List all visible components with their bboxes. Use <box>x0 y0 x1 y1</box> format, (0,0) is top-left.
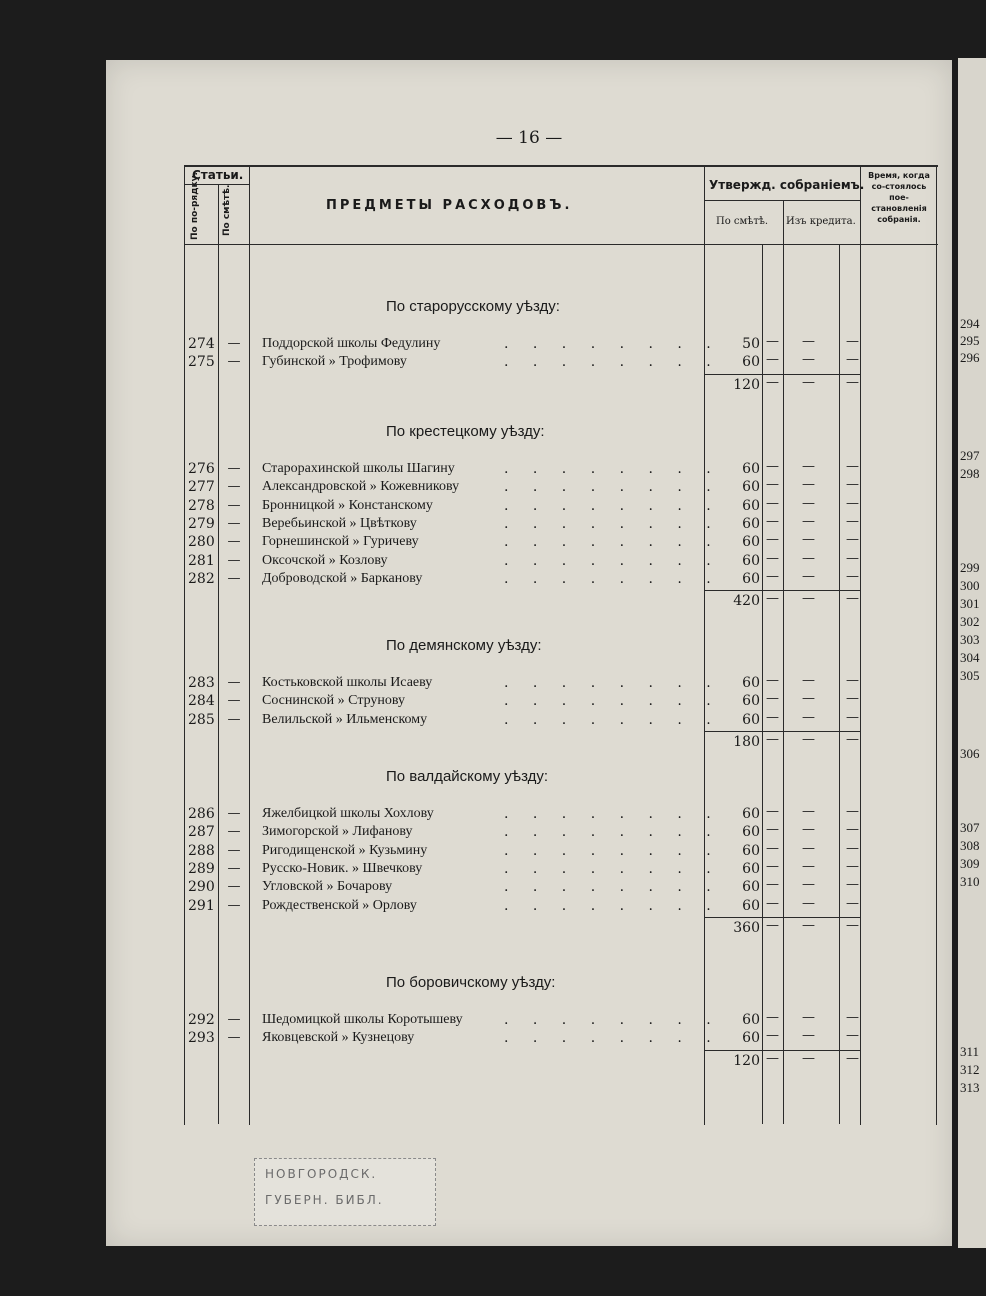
row-amount: 60 <box>742 693 760 710</box>
row-number: 278 <box>188 497 215 514</box>
total-dash-credit: — <box>802 374 815 390</box>
row-dash-credit: — <box>802 513 815 529</box>
adjacent-page-number: 313 <box>960 1080 980 1095</box>
total-dash-kop: — <box>766 1050 779 1066</box>
total-dash-credit: — <box>802 591 815 607</box>
row-dash: — <box>227 534 241 550</box>
row-dash: — <box>227 515 241 531</box>
row-dash: — <box>227 479 241 495</box>
row-dash-kop: — <box>766 550 779 566</box>
row-name: Велильской » Ильменскому <box>262 711 428 727</box>
row-leader-dots: . . . . . . . . <box>504 675 721 691</box>
header-divider-right <box>704 200 860 201</box>
row-amount: 60 <box>742 552 760 569</box>
row-dash-credit-kop: — <box>846 352 859 368</box>
row-leader-dots: . . . . . . . . <box>504 806 721 822</box>
header-po-smete-col: По смѣтѣ. <box>716 216 769 227</box>
row-number: 282 <box>188 570 215 587</box>
row-number: 281 <box>188 552 215 569</box>
total-dash-credit-kop: — <box>846 374 859 390</box>
row-dash-kop: — <box>766 495 779 511</box>
row-dash: — <box>227 806 241 821</box>
row-dash-credit: — <box>802 858 815 874</box>
row-dash: — <box>227 552 241 568</box>
row-dash: — <box>227 824 241 840</box>
row-dash: — <box>227 711 241 727</box>
row-name: Яжелбицкой школы Хохлову <box>262 806 434 821</box>
row-leader-dots: . . . . . . . . <box>504 897 721 914</box>
total-dash-credit-kop: — <box>846 731 859 747</box>
row-name: Угловской » Бочарову <box>262 879 393 895</box>
row-dash: — <box>227 1030 241 1046</box>
row-dash-credit: — <box>802 352 815 368</box>
row-leader-dots: . . . . . . . . <box>504 497 721 514</box>
row-dash-kop: — <box>766 477 779 493</box>
col-border-6 <box>783 200 784 1124</box>
row-dash: — <box>227 570 241 586</box>
row-leader-dots: . . . . . . . . <box>504 1012 721 1028</box>
row-number: 283 <box>188 675 215 691</box>
row-name: Старорахинской школы Шагину <box>262 461 455 476</box>
table-top-border <box>184 165 938 167</box>
row-dash-credit: — <box>802 691 815 707</box>
row-number: 293 <box>188 1030 215 1047</box>
adjacent-page-number: 306 <box>960 746 980 761</box>
row-dash-credit-kop: — <box>846 895 859 911</box>
row-number: 292 <box>188 1012 215 1028</box>
row-dash-credit: — <box>802 822 815 838</box>
row-leader-dots: . . . . . . . . <box>504 515 721 532</box>
row-dash-credit: — <box>802 895 815 911</box>
row-name: Горнешинской » Гуричеву <box>262 534 419 550</box>
row-name: Костьковской школы Исаеву <box>262 675 433 690</box>
row-name: Русско-Новик. » Швечкову <box>262 860 423 876</box>
row-dash-credit: — <box>802 804 815 819</box>
row-number: 286 <box>188 806 215 822</box>
col-border-2 <box>218 184 219 1124</box>
row-dash-credit-kop: — <box>846 822 859 838</box>
adjacent-page-number: 308 <box>960 838 980 853</box>
row-number: 291 <box>188 897 215 914</box>
adjacent-page-number: 302 <box>960 614 980 629</box>
total-dash-credit-kop: — <box>846 917 859 933</box>
total-dash-kop: — <box>766 731 779 747</box>
row-amount: 60 <box>742 860 760 877</box>
row-name: Рождественской » Орлову <box>262 897 417 913</box>
row-dash: — <box>227 336 241 351</box>
adjacent-page-number: 305 <box>960 668 980 683</box>
adjacent-page-number: 303 <box>960 632 980 647</box>
header-po-poryadku: По по-рядку. <box>190 172 200 240</box>
row-dash-kop: — <box>766 1010 779 1025</box>
adjacent-page-number: 304 <box>960 650 980 665</box>
row-dash-credit: — <box>802 459 815 474</box>
row-amount: 60 <box>742 534 760 551</box>
header-statji: Статьи. <box>192 168 244 182</box>
row-number: 279 <box>188 515 215 532</box>
stamp-line-2: ГУБЕРН. БИБЛ. <box>265 1193 384 1207</box>
section-total: 420 <box>733 593 760 610</box>
header-utverzhd: Утвержд. собраніемъ. <box>709 178 865 192</box>
row-dash-credit: — <box>802 550 815 566</box>
row-dash-credit-kop: — <box>846 691 859 707</box>
row-dash-credit: — <box>802 840 815 856</box>
row-number: 290 <box>188 879 215 896</box>
total-dash-credit: — <box>802 1050 815 1066</box>
row-leader-dots: . . . . . . . . <box>504 879 721 896</box>
row-number: 284 <box>188 693 215 710</box>
row-dash-credit-kop: — <box>846 459 859 474</box>
row-dash-credit-kop: — <box>846 858 859 874</box>
row-amount: 60 <box>742 354 760 371</box>
row-leader-dots: . . . . . . . . <box>504 461 721 477</box>
row-amount: 60 <box>742 479 760 496</box>
district-heading: По старорусскому уѣзду: <box>386 298 560 315</box>
row-leader-dots: . . . . . . . . <box>504 860 721 877</box>
district-heading: По валдайскому уѣзду: <box>386 768 549 785</box>
row-name: Зимогорской » Лифанову <box>262 824 413 840</box>
header-bottom-border <box>184 244 938 245</box>
row-dash: — <box>227 860 241 876</box>
row-amount: 60 <box>742 497 760 514</box>
total-rule <box>704 731 860 732</box>
row-leader-dots: . . . . . . . . <box>504 1030 721 1047</box>
row-dash: — <box>227 842 241 858</box>
adjacent-page-number: 296 <box>960 350 980 365</box>
row-name: Ригодищенской » Кузьмину <box>262 842 428 858</box>
row-number: 276 <box>188 461 215 477</box>
row-amount: 60 <box>742 897 760 914</box>
row-amount: 60 <box>742 1030 760 1047</box>
district-heading: По крестецкому уѣзду: <box>386 423 545 440</box>
row-leader-dots: . . . . . . . . <box>504 534 721 551</box>
row-dash-credit-kop: — <box>846 532 859 548</box>
row-dash-kop: — <box>766 895 779 911</box>
row-dash-kop: — <box>766 1028 779 1044</box>
row-dash: — <box>227 461 241 476</box>
row-leader-dots: . . . . . . . . <box>504 570 721 587</box>
adjacent-page-number: 301 <box>960 596 980 611</box>
row-name: Доброводской » Барканову <box>262 570 423 586</box>
adjacent-page-number: 294 <box>960 316 980 331</box>
total-dash-credit: — <box>802 731 815 747</box>
row-number: 289 <box>188 860 215 877</box>
row-dash-kop: — <box>766 352 779 368</box>
total-rule <box>704 590 860 591</box>
total-rule <box>704 1050 860 1051</box>
row-dash: — <box>227 1012 241 1027</box>
row-dash-kop: — <box>766 877 779 893</box>
row-dash-credit-kop: — <box>846 709 859 725</box>
row-amount: 60 <box>742 675 760 691</box>
row-amount: 60 <box>742 842 760 859</box>
row-dash-credit-kop: — <box>846 495 859 511</box>
row-dash-kop: — <box>766 858 779 874</box>
row-name: Оксочской » Козлову <box>262 552 388 568</box>
header-vremya: Время, когда со-стоялось пое-становленія собранія. <box>868 171 930 224</box>
adjacent-page <box>958 58 986 1248</box>
total-dash-credit-kop: — <box>846 1050 859 1066</box>
row-dash-kop: — <box>766 691 779 707</box>
row-dash-credit: — <box>802 673 815 688</box>
row-leader-dots: . . . . . . . . <box>504 824 721 841</box>
row-amount: 60 <box>742 570 760 587</box>
total-dash-kop: — <box>766 374 779 390</box>
row-dash-kop: — <box>766 840 779 856</box>
row-dash-credit: — <box>802 877 815 893</box>
header-iz-kredita: Изъ кредита. <box>786 216 856 227</box>
stamp-line-1: НОВГОРОДСК. <box>265 1167 378 1181</box>
row-amount: 60 <box>742 711 760 728</box>
row-amount: 60 <box>742 806 760 822</box>
row-dash-kop: — <box>766 709 779 725</box>
total-dash-credit-kop: — <box>846 591 859 607</box>
section-total: 180 <box>733 733 760 750</box>
row-number: 288 <box>188 842 215 859</box>
adjacent-page-number: 312 <box>960 1062 980 1077</box>
col-border-5 <box>762 244 763 1124</box>
adjacent-page-number: 295 <box>960 333 980 348</box>
row-name: Веребьинской » Цвѣткову <box>262 515 417 531</box>
section-total: 360 <box>733 919 760 936</box>
row-dash-credit-kop: — <box>846 550 859 566</box>
row-dash-credit-kop: — <box>846 804 859 819</box>
row-dash-credit-kop: — <box>846 568 859 584</box>
header-title: ПРЕДМЕТЫ РАСХОДОВЪ. <box>326 198 573 213</box>
adjacent-page-number: 307 <box>960 820 980 835</box>
document-page <box>106 60 952 1246</box>
row-dash-kop: — <box>766 513 779 529</box>
row-leader-dots: . . . . . . . . <box>504 354 721 371</box>
row-leader-dots: . . . . . . . . <box>504 711 721 728</box>
district-heading: По демянскому уѣзду: <box>386 637 542 654</box>
adjacent-page-number: 311 <box>960 1044 980 1059</box>
row-name: Бронницкой » Констанскому <box>262 497 433 513</box>
row-dash-credit: — <box>802 532 815 548</box>
row-amount: 60 <box>742 1012 760 1028</box>
row-amount: 60 <box>742 879 760 896</box>
adjacent-page-number: 310 <box>960 874 980 889</box>
adjacent-page-number: 299 <box>960 560 980 575</box>
row-dash-credit: — <box>802 568 815 584</box>
row-dash-kop: — <box>766 822 779 838</box>
adjacent-page-number: 298 <box>960 466 980 481</box>
row-number: 287 <box>188 824 215 841</box>
col-border-3 <box>249 165 250 1125</box>
row-number: 275 <box>188 354 215 371</box>
row-dash-credit: — <box>802 709 815 725</box>
row-name: Поддорской школы Федулину <box>262 336 441 351</box>
row-amount: 60 <box>742 461 760 477</box>
row-dash-credit-kop: — <box>846 477 859 493</box>
col-border-4 <box>704 165 705 1125</box>
row-dash-kop: — <box>766 532 779 548</box>
row-dash-credit-kop: — <box>846 673 859 688</box>
row-amount: 50 <box>742 336 760 352</box>
row-number: 280 <box>188 534 215 551</box>
row-dash-kop: — <box>766 673 779 688</box>
row-dash-credit-kop: — <box>846 1010 859 1025</box>
row-name: Шедомицкой школы Коротышеву <box>262 1012 463 1027</box>
row-dash-credit-kop: — <box>846 513 859 529</box>
row-dash: — <box>227 497 241 513</box>
row-name: Яковцевской » Кузнецову <box>262 1030 415 1046</box>
row-number: 285 <box>188 711 215 728</box>
row-leader-dots: . . . . . . . . <box>504 842 721 859</box>
row-number: 274 <box>188 336 215 352</box>
row-dash: — <box>227 879 241 895</box>
col-border-1 <box>184 165 185 1125</box>
row-leader-dots: . . . . . . . . <box>504 693 721 710</box>
row-dash-credit: — <box>802 495 815 511</box>
row-dash-kop: — <box>766 459 779 474</box>
row-dash-credit: — <box>802 477 815 493</box>
row-dash: — <box>227 897 241 913</box>
district-heading: По боровичскому уѣзду: <box>386 974 556 991</box>
row-leader-dots: . . . . . . . . <box>504 552 721 569</box>
total-dash-kop: — <box>766 917 779 933</box>
row-dash: — <box>227 354 241 370</box>
row-dash: — <box>227 693 241 709</box>
row-dash-credit: — <box>802 1010 815 1025</box>
row-dash-credit-kop: — <box>846 877 859 893</box>
page-number: — 16 — <box>495 128 563 148</box>
row-dash-credit-kop: — <box>846 1028 859 1044</box>
adjacent-page-number: 297 <box>960 448 980 463</box>
total-dash-credit: — <box>802 917 815 933</box>
col-border-8 <box>860 165 861 1125</box>
adjacent-page-number: 309 <box>960 856 980 871</box>
row-name: Соснинской » Струнову <box>262 693 406 709</box>
section-total: 120 <box>733 1052 760 1069</box>
row-dash-credit: — <box>802 334 815 349</box>
row-leader-dots: . . . . . . . . <box>504 336 721 352</box>
library-stamp <box>254 1158 436 1226</box>
row-dash-kop: — <box>766 804 779 819</box>
section-total: 120 <box>733 376 760 393</box>
row-dash-kop: — <box>766 334 779 349</box>
adjacent-page-number: 300 <box>960 578 980 593</box>
row-dash-credit-kop: — <box>846 334 859 349</box>
row-name: Губинской » Трофимову <box>262 354 407 370</box>
col-border-7 <box>839 244 840 1124</box>
total-rule <box>704 374 860 375</box>
col-border-9 <box>936 165 937 1125</box>
total-rule <box>704 917 860 918</box>
row-dash: — <box>227 675 241 690</box>
row-dash-credit: — <box>802 1028 815 1044</box>
row-amount: 60 <box>742 515 760 532</box>
row-dash-kop: — <box>766 568 779 584</box>
row-name: Александровской » Кожевникову <box>262 479 460 495</box>
row-number: 277 <box>188 479 215 496</box>
row-amount: 60 <box>742 824 760 841</box>
row-dash-credit-kop: — <box>846 840 859 856</box>
header-po-smete: По смѣтѣ. <box>222 184 232 236</box>
total-dash-kop: — <box>766 591 779 607</box>
row-leader-dots: . . . . . . . . <box>504 479 721 496</box>
